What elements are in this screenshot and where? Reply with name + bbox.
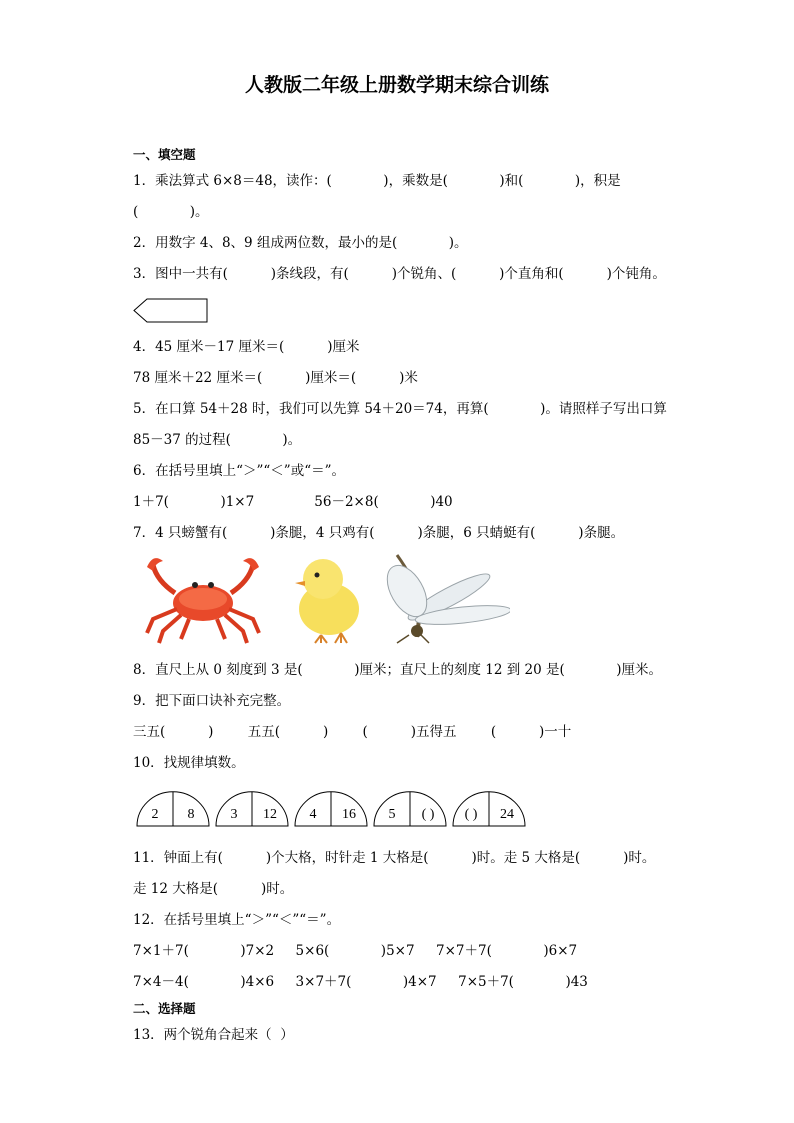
fan-right-value: 24 [500,807,514,822]
question-9-items: 三五( ) 五五( ) ( )五得五 ( )一十 [133,724,572,740]
fan-box [374,792,446,826]
number-pattern-fans [136,790,536,830]
question-6-items: 1＋7( )1×7 56－2×8( )40 [133,494,453,510]
question-4-line-1: 4．45 厘米－17 厘米＝( )厘米 [133,339,360,355]
question-1-line-2: ( )。 [133,204,209,220]
question-6: 6．在括号里填上“＞”“＜”或“＝”。 [133,463,345,479]
question-8: 8．直尺上从 0 刻度到 3 是( )厘米；直尺上的刻度 12 到 20 是( )厘米。 [133,662,663,678]
fan-left-value: 5 [388,807,396,822]
fan-right-value: ( ) [421,807,435,822]
question-11-line-1: 11．钟面上有( )个大格，时针走 1 大格是( )时。走 5 大格是( )时。 [133,850,656,866]
page-title: 人教版二年级上册数学期末综合训练 [244,74,549,96]
question-12-row-1: 7×1＋7( )7×2 5×6( )5×7 7×7＋7( )6×7 [133,943,578,959]
fan-left-value: 3 [230,807,238,822]
question-4-line-2: 78 厘米＋22 厘米＝( )厘米＝( )米 [133,370,418,386]
question-5-line-1: 5．在口算 54＋28 时，我们可以先算 54＋20＝74，再算( )。请照样子写出口算 [133,401,667,417]
question-5-line-2: 85－37 的过程( )。 [133,432,302,448]
fan-left-value: 2 [151,807,159,822]
chick-icon [295,559,359,643]
crab-icon [147,558,259,643]
question-1-line-1: 1．乘法算式 6×8＝48，读作：( )，乘数是( )和( )，积是 [133,173,621,189]
section-multiple-choice: 二、选择题 [133,1001,196,1016]
question-10: 10．找规律填数。 [133,755,245,771]
question-3: 3．图中一共有( )条线段，有( )个锐角、( )个直角和( )个钝角。 [133,266,666,282]
fan-box [295,792,367,826]
fan-left-value: 4 [309,807,317,822]
fan-right-value: 12 [263,807,277,822]
question-13: 13．两个锐角合起来（ ） [133,1027,294,1043]
fan-box [137,792,209,826]
question-2: 2．用数字 4、8、9 组成两位数，最小的是( )。 [133,235,468,251]
fan-right-value: 8 [187,807,195,822]
fan-box [453,792,525,826]
dragonfly-icon [379,555,510,643]
question-9: 9．把下面口诀补充完整。 [133,693,291,709]
question-12-row-2: 7×4－4( )4×6 3×7＋7( )4×7 7×5＋7( )43 [133,974,588,990]
question-7: 7．4 只螃蟹有( )条腿，4 只鸡有( )条腿，6 只蜻蜓有( )条腿。 [133,525,625,541]
fan-left-value: ( ) [464,807,478,822]
section-fill-blank: 一、填空题 [133,147,196,162]
question-12: 12．在括号里填上“＞”“＜”“＝”。 [133,912,341,928]
animal-pictures [145,553,510,645]
pentagon-figure [133,298,209,324]
fan-right-value: 16 [342,807,356,822]
question-11-line-2: 走 12 大格是( )时。 [133,881,294,897]
fan-box [216,792,288,826]
